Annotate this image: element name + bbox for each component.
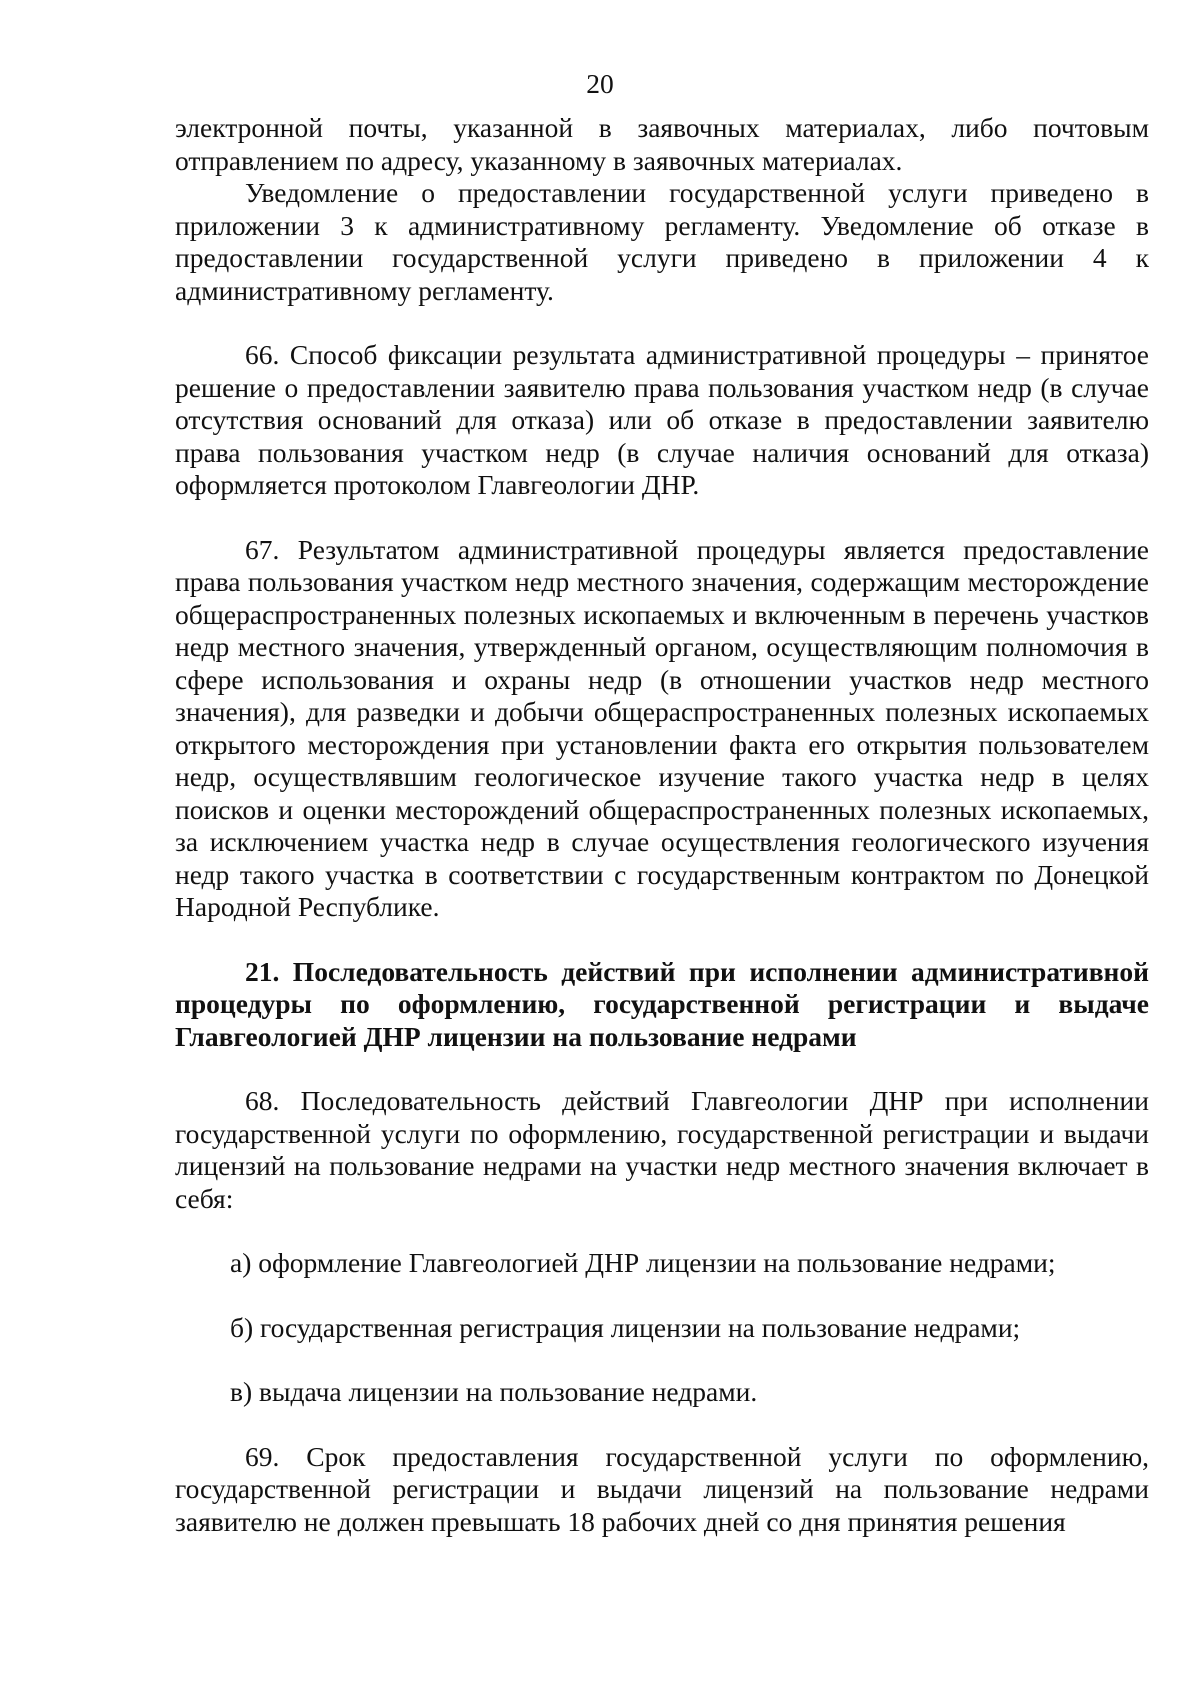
page-number: 20 xyxy=(586,68,614,99)
paragraph-continuation: электронной почты, указанной в заявочных материалах, либо почтовым отправлением по адресу, указанному в заявочных материалах. xyxy=(175,112,1149,176)
paragraph-69: 69. Срок предоставления государственной услуги по оформлению, государственной регистрации и выдачи лицензий на пользование недрами заявителю не должен превышать 18 рабочих дней со дня принятия решения xyxy=(175,1440,1149,1537)
paragraph-notice: Уведомление о предоставлении государственной услуги приведено в приложении 3 к административному регламенту. Уведомление об отказе в предоставлении государственной услуги приведено в приложении 4 к административному регламенту. xyxy=(175,177,1149,306)
list-item-a: а) оформление Главгеологией ДНР лицензии на пользование недрами; xyxy=(230,1247,1056,1278)
section-heading-21: 21. Последовательность действий при исполнении административной процедуры по оформлению, государственной регистрации и выдаче Главгеологией ДНР лицензии на пользование недрами xyxy=(175,955,1149,1052)
paragraph-66: 66. Способ фиксации результата административной процедуры – принятое решение о предоставлении заявителю права пользования участком недр (в случае отсутствия оснований для отказа) или об отказе в предоставлении заявителю права пользования участком недр (в случае наличия оснований для отказа) оформляется протоколом Главгеологии ДНР. xyxy=(175,339,1149,500)
list-item-b: б) государственная регистрация лицензии на пользование недрами; xyxy=(230,1311,1021,1343)
paragraph-68: 68. Последовательность действий Главгеологии ДНР при исполнении государственной услуги по оформлению, государственной регистрации и выдачи лицензий на пользование недрами на участки недр местного значения включает в себя: xyxy=(175,1085,1149,1214)
paragraph-67: 67. Результатом административной процедуры является предоставление права пользования участком недр местного значения, содержащим месторождение общераспространенных полезных ископаемых и включенным в перечень участков недр местного значения, утвержденный органом, осуществляющим полномочия в сфере использования и охраны недр (в отношении участков недр местного значения), для разведки и добычи общераспространенных полезных ископаемых открытого месторождения при установлении факта его открытия пользователем недр, осуществлявшим геологическое изучение такого участка недр в целях поисков и оценки месторождений общераспространенных полезных ископаемых, за исключением участка недр в случае осуществления геологического изучения недр такого участка в соответствии с государственным контрактом по Донецкой Народной Республике. xyxy=(175,533,1149,922)
document-body xyxy=(175,0,1149,1538)
list-item-c: в) выдача лицензии на пользование недрами. xyxy=(230,1376,758,1407)
